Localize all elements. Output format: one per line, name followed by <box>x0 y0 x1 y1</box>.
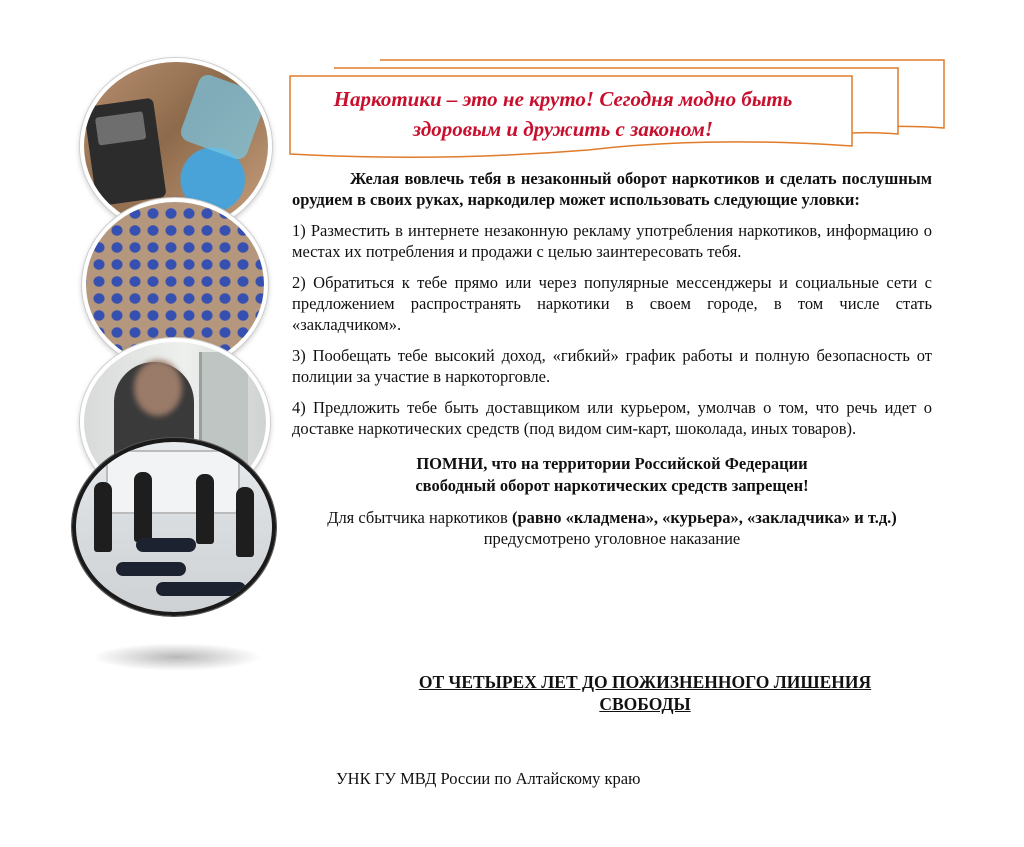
officer-silhouette <box>196 474 214 544</box>
officer-silhouette <box>236 487 254 557</box>
penalty-part-2: (равно «кладмена», «курьера», «закладчика» и т.д.) <box>511 508 897 527</box>
footer-signature: УНК ГУ МВД России по Алтайскому краю <box>336 769 641 788</box>
collage-shadow <box>92 643 262 671</box>
blurred-face <box>134 360 182 416</box>
slogan-line-2: здоровым и дружить с законом! <box>412 117 714 141</box>
slogan-line-1: Наркотики – это не круто! Сегодня модно быть <box>333 87 793 111</box>
officer-silhouette <box>94 482 112 552</box>
penalty-paragraph <box>292 507 932 549</box>
intro-paragraph: Желая вовлечь тебя в незаконный оборот наркотиков и сделать послушным орудием в своих руках, наркодилер может использовать следующие уловки: <box>292 169 932 209</box>
slogan-text <box>298 84 828 144</box>
digital-scale-icon <box>83 98 166 207</box>
photo-collage <box>72 58 282 678</box>
remember-line-1: ПОМНИ, что на территории Российской Федерации <box>416 454 808 473</box>
penalty-part-1: Для сбытчика наркотиков <box>327 508 512 527</box>
detained-silhouette <box>116 562 186 576</box>
list-item: 4) Предложить тебе быть доставщиком или курьером, умолчав о том, что речь идет о доставке наркотических средств (под видом сим-карт, шоколада, иных товаров). <box>292 398 932 438</box>
list-item: 1) Разместить в интернете незаконную рекламу употребления наркотиков, информацию о местах их потребления и продажи с целью заинтересовать тебя. <box>292 221 932 261</box>
car-shape <box>106 450 240 514</box>
list-item: 3) Пообещать тебе высокий доход, «гибкий» график работы и полную безопасность от полиции за участие в наркоторговле. <box>292 346 932 386</box>
officer-silhouette <box>134 472 152 542</box>
police-arrest-photo <box>72 438 276 616</box>
packet-icon <box>178 72 268 162</box>
main-text <box>292 168 932 559</box>
list-item: 2) Обратиться к тебе прямо или через популярные мессенджеры и социальные сети с предложением распространять наркотики в своем городе, в том числе стать «закладчиком». <box>292 273 932 334</box>
detained-silhouette <box>136 538 196 552</box>
punishment-heading: ОТ ЧЕТЫРЕХ ЛЕТ ДО ПОЖИЗНЕННОГО ЛИШЕНИЯ СВОБОДЫ <box>418 672 872 714</box>
detained-silhouette <box>156 582 246 596</box>
slogan-banner <box>288 58 952 162</box>
remember-notice <box>292 453 932 497</box>
remember-line-2: свободный оборот наркотических средств запрещен! <box>415 476 809 495</box>
penalty-part-3: предусмотрено уголовное наказание <box>483 529 741 548</box>
